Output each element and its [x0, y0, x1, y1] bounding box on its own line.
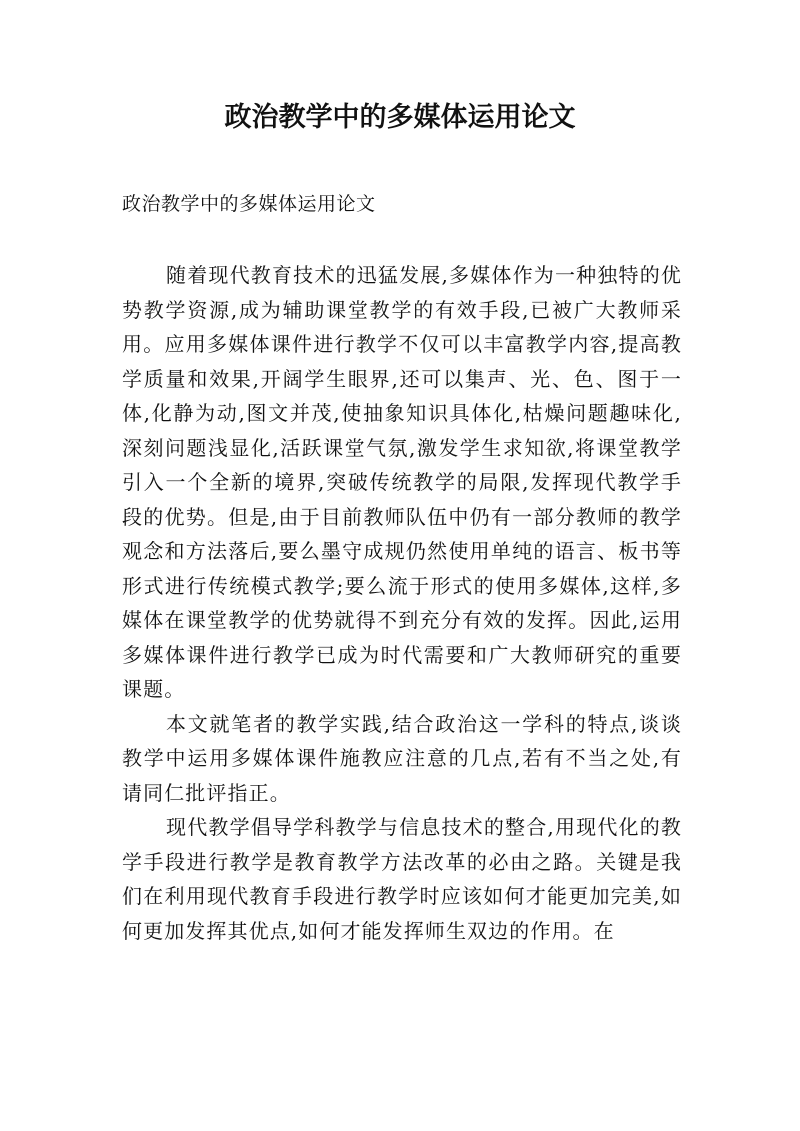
paragraph-1: 随着现代教育技术的迅猛发展,多媒体作为一种独特的优势教学资源,成为辅助课堂教学的有效手段,已被广大教师采用。应用多媒体课件进行教学不仅可以丰富教学内容,提高教学质量和效果,开阔学生眼界,还可以集声、光、色、图于一体,化静为动,图文并茂,使抽象知识具体化,枯燥问题趣味化,深刻问题浅显化,活跃课堂气氛,激发学生求知欲,将课堂教学引入一个全新的境界,突破传统教学的局限,发挥现代教学手段的优势。但是,由于目前教师队伍中仍有一部分教师的教学观念和方法落后,要么墨守成规仍然使用单纯的语言、板书等形式进行传统模式教学;要么流于形式的使用多媒体,这样,多媒体在课堂教学的优势就得不到充分有效的发挥。因此,运用多媒体课件进行教学已成为时代需要和广大教师研究的重要课题。 — [122, 263, 682, 701]
paragraph-3: 现代教学倡导学科教学与信息技术的整合,用现代化的教学手段进行教学是教育教学方法改革的必由之路。关键是我们在利用现代教育手段进行教学时应该如何才能更加完美,如何更加发挥其优点,如何才能发挥师生双边的作用。在 — [122, 815, 682, 943]
paragraph-2: 本文就笔者的教学实践,结合政治这一学科的特点,谈谈教学中运用多媒体课件施教应注意的几点,若有不当之处,有请同仁批评指正。 — [122, 711, 682, 805]
document-body — [122, 258, 682, 948]
document-title: 政治教学中的多媒体运用论文 — [224, 102, 576, 133]
document-subtitle: 政治教学中的多媒体运用论文 — [122, 193, 376, 215]
